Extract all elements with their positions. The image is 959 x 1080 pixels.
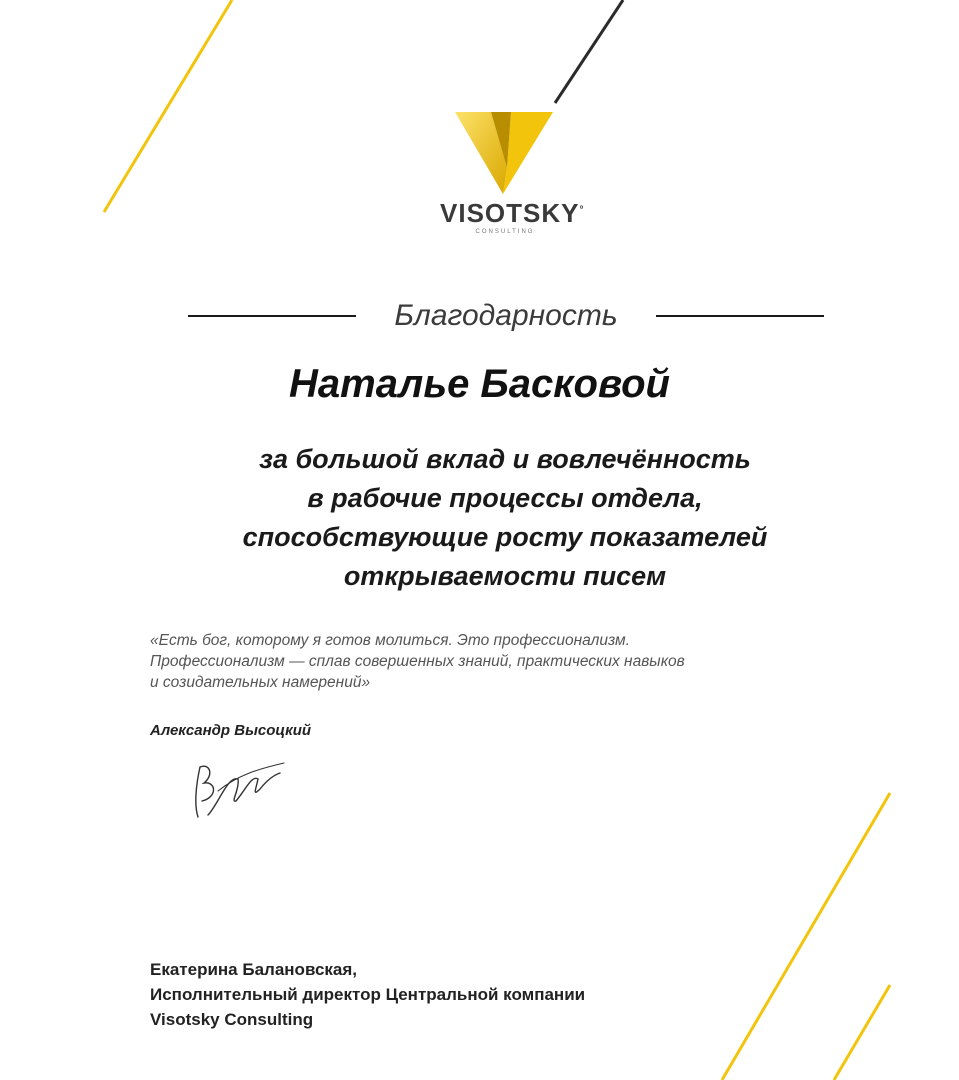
decor-yellow-line-bottom-right <box>722 793 890 1080</box>
signatory-line: Visotsky Consulting <box>150 1010 314 1029</box>
decor-yellow-line-top-left <box>104 0 232 212</box>
company-logo <box>440 108 585 248</box>
reason-line: в рабочие процессы отдела, <box>307 483 703 513</box>
reason-line: за большой вклад и вовлечённость <box>259 444 751 474</box>
signatory-line: Исполнительный директор Центральной компании <box>150 985 586 1004</box>
heading-rule-left <box>188 315 356 317</box>
quote-author: Александр Высоцкий <box>150 722 312 739</box>
brand-name: VISOTSKY° <box>440 198 585 228</box>
quote-line: и созидательных намерений» <box>150 674 371 691</box>
brand-subtitle: CONSULTING <box>475 229 535 235</box>
heading-rule-right <box>656 315 824 317</box>
v-logo-icon <box>453 108 557 194</box>
signatory-block <box>150 957 585 1032</box>
certificate-heading: Благодарность <box>394 299 618 332</box>
signature-icon <box>188 745 288 825</box>
reason-line: способствующие росту показателей <box>242 522 768 552</box>
heading-row <box>188 296 824 336</box>
recipient-name: Наталье Басковой <box>289 362 670 406</box>
quote-line: Профессионализм — сплав совершенных знаний, практических навыков <box>150 653 685 670</box>
decor-yellow-line-bottom-right-small <box>834 985 890 1080</box>
quote-text <box>150 630 880 693</box>
reason-text <box>0 440 959 596</box>
quote-line: «Есть бог, которому я готов молиться. Это профессионализм. <box>150 632 630 649</box>
signatory-line: Екатерина Балановская, <box>150 960 358 979</box>
decor-dark-line-top <box>555 0 623 103</box>
reason-line: открываемости писем <box>343 561 667 591</box>
